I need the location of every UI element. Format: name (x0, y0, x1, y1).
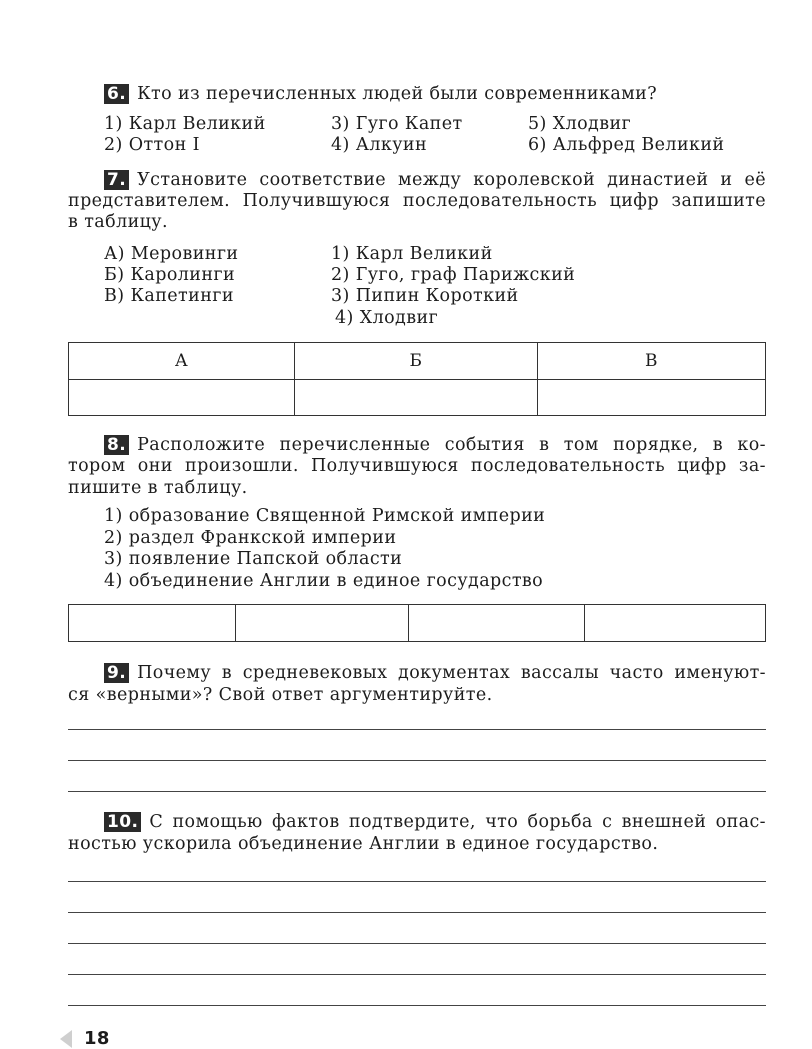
q9-heading (104, 662, 766, 684)
q8-event: 3) появление Папской области (104, 549, 403, 569)
q7-ruler: 3) Пипин Короткий (331, 286, 519, 306)
q8-event: 4) объединение Англии в единое государство (104, 571, 544, 591)
q7-answer-cell[interactable] (69, 379, 295, 416)
page-corner-marker-icon (60, 1030, 72, 1048)
q7-ruler: 1) Карл Великий (331, 244, 493, 264)
q7-dynasty: А) Меровинги (104, 244, 239, 264)
q8-heading (104, 434, 766, 456)
q8-answer-table (68, 604, 766, 642)
q6-option: 5) Хлодвиг (528, 114, 632, 134)
q9-number: 9. (104, 663, 129, 683)
q7-text-line: в таблицу. (68, 212, 168, 232)
q8-answer-cell[interactable] (236, 605, 409, 642)
q9-text-line: ся «верными»? Свой ответ аргументируйте. (68, 685, 493, 705)
q6-number: 6. (104, 84, 129, 104)
q10-heading (104, 811, 766, 833)
q9-answer-line[interactable] (68, 791, 766, 792)
q10-answer-line[interactable] (68, 1005, 766, 1006)
q7-ruler: 2) Гуго, граф Парижский (331, 265, 576, 285)
q8-text-line: тором они произошли. Получившуюся последовательность цифр за- (68, 456, 766, 476)
q9-answer-line[interactable] (68, 760, 766, 761)
q7-answer-cell[interactable] (538, 379, 766, 416)
q8-answer-cell[interactable] (409, 605, 585, 642)
q8-text-line: Расположите перечисленные события в том порядке, в ко- (137, 435, 766, 455)
q9-text-line: Почему в средневековых документах вассалы часто именуют- (137, 663, 766, 683)
q10-number: 10. (104, 812, 141, 832)
q10-answer-line[interactable] (68, 943, 766, 944)
q7-dynasty: Б) Каролинги (104, 265, 236, 285)
q6-option: 6) Альфред Великий (528, 135, 725, 155)
q7-text-line: Установите соответствие между королевской династией и её (137, 170, 766, 190)
q7-ruler: 4) Хлодвиг (335, 308, 439, 328)
q7-header-cell: А (69, 343, 295, 380)
q6-option: 4) Алкуин (331, 135, 428, 155)
q7-heading (104, 169, 766, 191)
q8-event: 1) образование Священной Римской империи (104, 506, 546, 526)
q10-answer-line[interactable] (68, 881, 766, 882)
q10-text-line: С помощью фактов подтвердите, что борьба с внешней опас- (149, 812, 766, 832)
q8-answer-cell[interactable] (69, 605, 236, 642)
q10-answer-line[interactable] (68, 912, 766, 913)
page-number: 18 (84, 1028, 110, 1049)
q6-heading (104, 83, 657, 105)
q7-answer-table (68, 342, 766, 416)
q7-header-cell: В (538, 343, 766, 380)
q7-text-line: представителем. Получившуюся последовательность цифр запишите (68, 191, 766, 211)
q10-text-line: ностью ускорила объединение Англии в единое государство. (68, 834, 659, 854)
q8-event: 2) раздел Франкской империи (104, 528, 397, 548)
q6-option: 2) Оттон I (104, 135, 200, 155)
q6-option: 1) Карл Великий (104, 114, 266, 134)
q10-answer-line[interactable] (68, 974, 766, 975)
q6-text: Кто из перечисленных людей были современниками? (137, 84, 658, 104)
q8-number: 8. (104, 435, 129, 455)
q9-answer-line[interactable] (68, 729, 766, 730)
q7-dynasty: В) Капетинги (104, 286, 234, 306)
q6-option: 3) Гуго Капет (331, 114, 463, 134)
q8-answer-cell[interactable] (585, 605, 766, 642)
q8-text-line: пишите в таблицу. (68, 478, 248, 498)
q7-answer-cell[interactable] (295, 379, 538, 416)
q7-number: 7. (104, 170, 129, 190)
q7-header-cell: Б (295, 343, 538, 380)
